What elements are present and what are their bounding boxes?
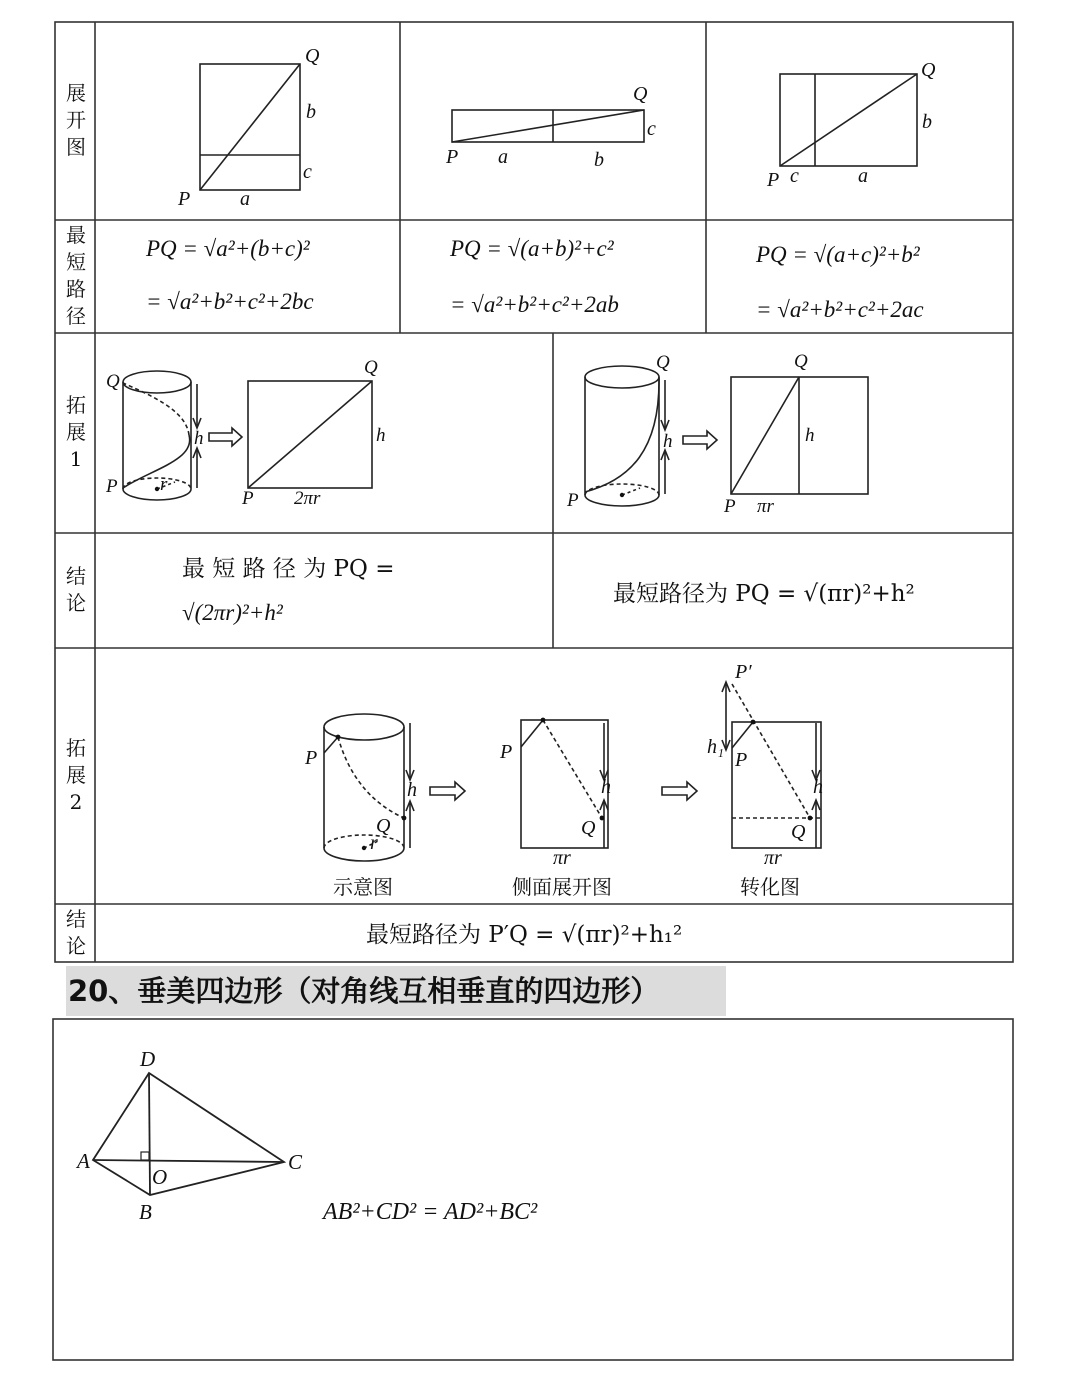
ext1-rect2-label-Q: Q	[794, 351, 808, 372]
conclusion1-right: 最短路径为 PQ = √(πr)²+h²	[613, 581, 915, 607]
conclusion2-text: 最短路径为 P′Q = √(πr)²+h₁²	[366, 922, 683, 948]
fig3-label-Q: Q	[921, 59, 936, 81]
fig3-label-a: a	[858, 165, 868, 187]
row-label-shortest: 最 短 路 径	[66, 223, 86, 328]
quad-label-C: C	[288, 1150, 303, 1174]
ext1-left-label-P: P	[106, 476, 118, 497]
ext2-fig1-label-P: P	[305, 747, 318, 769]
section-20-title: 20、垂美四边形（对角线互相垂直的四边形）	[66, 966, 726, 1016]
row-label-unfold: 展 开 图	[66, 81, 86, 159]
fig3-label-P: P	[767, 169, 780, 191]
ext1-rect-label-Q: Q	[364, 357, 378, 378]
fig2-label-c: c	[647, 118, 656, 140]
row-label-ext2: 拓 展 2	[66, 736, 86, 814]
ext2-fig3-label-h1: h₁	[707, 736, 724, 758]
ext1-left-label-Q: Q	[106, 371, 120, 392]
ext2-fig3-label-h: h	[813, 776, 823, 798]
ext1-left-label-h: h	[194, 428, 204, 449]
fig2-label-Q: Q	[633, 83, 648, 105]
ext2-fig3-label-P: P	[735, 749, 748, 771]
ext2-fig3-label-Q: Q	[791, 821, 806, 843]
fig2-label-b: b	[594, 149, 604, 171]
ext2-fig3-label-Pprime: P′	[735, 661, 752, 683]
ext1-rect2-label-P: P	[724, 496, 736, 517]
ext2-fig3-label-pir: πr	[764, 847, 782, 869]
row-label-ext1: 拓 展 1	[66, 393, 86, 471]
quad-label-A: A	[77, 1149, 90, 1173]
formula-3-line-1: PQ = √(a+c)²+b²	[756, 242, 920, 267]
ext2-fig2-label-P: P	[500, 741, 513, 763]
row-label-conclusion1: 结 论	[66, 564, 86, 615]
fig1-label-b: b	[306, 101, 316, 123]
quad-label-O: O	[152, 1165, 168, 1189]
formula-2-line-1: PQ = √(a+b)²+c²	[450, 236, 614, 261]
ext2-caption-side-unfold: 侧面展开图	[512, 875, 612, 899]
ext2-fig1-label-r: r	[370, 832, 378, 854]
quad-label-D: D	[140, 1047, 156, 1071]
row-label-conclusion2: 结 论	[66, 907, 86, 958]
fig2-label-a: a	[498, 146, 508, 168]
ext2-caption-schematic: 示意图	[333, 875, 393, 899]
ext1-left-label-r: r	[160, 474, 168, 495]
ext1-rect-label-h: h	[376, 425, 386, 446]
ext2-caption-transformed: 转化图	[740, 875, 800, 899]
ext2-fig2-label-pir: πr	[553, 847, 571, 869]
ext2-fig2-label-Q: Q	[581, 817, 596, 839]
formula-1-line-1: PQ = √a²+(b+c)²	[146, 236, 310, 261]
formula-1-line-2: = √a²+b²+c²+2bc	[146, 289, 314, 314]
fig1-label-Q: Q	[305, 45, 320, 67]
ext2-fig2-label-h: h	[601, 776, 611, 798]
formula-2-line-2: = √a²+b²+c²+2ab	[450, 292, 619, 317]
formula-3-line-2: = √a²+b²+c²+2ac	[756, 297, 924, 322]
fig2-label-P: P	[446, 146, 459, 168]
ext1-right-label-Q: Q	[656, 352, 670, 373]
section-20-formula: AB²+CD² = AD²+BC²	[323, 1199, 538, 1225]
ext2-fig1-label-Q: Q	[376, 815, 391, 837]
ext1-rect-label-base: 2πr	[294, 488, 321, 509]
ext1-rect2-label-h: h	[805, 425, 815, 446]
fig1-label-c: c	[303, 161, 312, 183]
ext1-right-label-P: P	[567, 490, 579, 511]
fig3-label-b: b	[922, 111, 932, 133]
ext1-rect-label-P: P	[242, 488, 254, 509]
fig3-label-c: c	[790, 165, 799, 187]
ext1-right-label-h: h	[663, 431, 673, 452]
ext1-rect2-label-base: πr	[757, 496, 774, 517]
conclusion1-left-line1: 最 短 路 径 为 PQ =	[182, 556, 395, 582]
fig1-label-P: P	[178, 188, 191, 210]
conclusion1-left-line2: √(2πr)²+h²	[182, 600, 283, 625]
ext2-fig1-label-h: h	[407, 779, 417, 801]
fig1-label-a: a	[240, 188, 250, 210]
quad-label-B: B	[139, 1200, 152, 1224]
